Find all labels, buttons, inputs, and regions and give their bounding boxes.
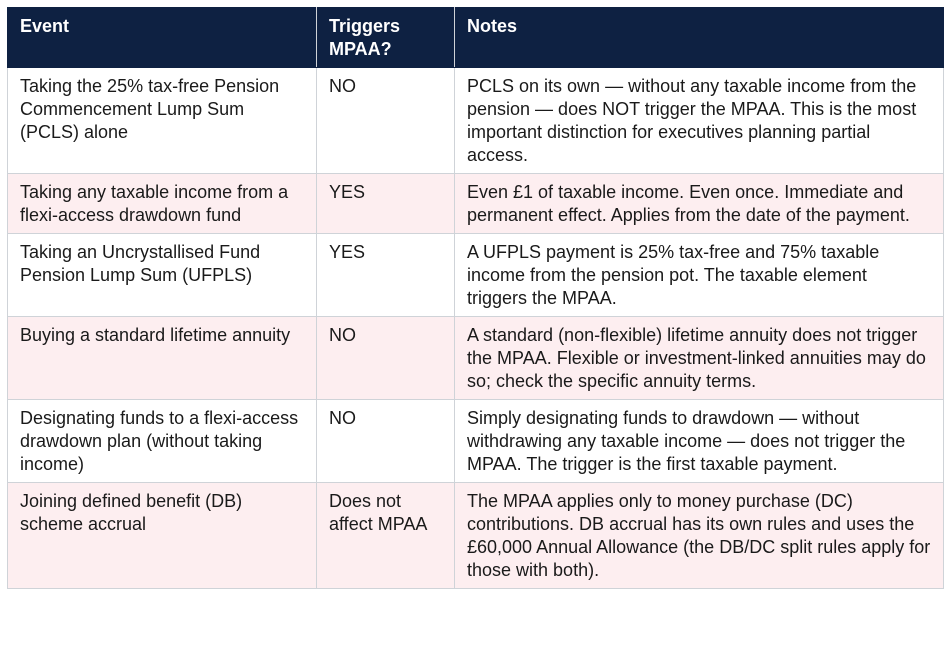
notes-cell: The MPAA applies only to money purchase (DC) contributions. DB accrual has its own rules and uses the £60,000 Annual Allowance (the DB/DC split rules apply for those with both).: [455, 483, 944, 589]
table-row: [8, 317, 944, 400]
triggers-cell: YES: [317, 234, 455, 317]
header-event: Event: [8, 8, 317, 68]
table-header: [8, 8, 944, 68]
table-body: [8, 68, 944, 589]
notes-cell: Simply designating funds to drawdown — without withdrawing any taxable income — does not trigger the MPAA. The trigger is the first taxable payment.: [455, 400, 944, 483]
header-row: [8, 8, 944, 68]
table-row: [8, 400, 944, 483]
triggers-cell: NO: [317, 400, 455, 483]
header-triggers-mpaa: Triggers MPAA?: [317, 8, 455, 68]
notes-cell: Even £1 of taxable income. Even once. Immediate and permanent effect. Applies from the date of the payment.: [455, 174, 944, 234]
event-cell: Taking any taxable income from a flexi-access drawdown fund: [8, 174, 317, 234]
triggers-cell: YES: [317, 174, 455, 234]
event-cell: Joining defined benefit (DB) scheme accrual: [8, 483, 317, 589]
table-row: [8, 234, 944, 317]
table-row: [8, 483, 944, 589]
notes-cell: A UFPLS payment is 25% tax-free and 75% taxable income from the pension pot. The taxable element triggers the MPAA.: [455, 234, 944, 317]
notes-cell: A standard (non-flexible) lifetime annuity does not trigger the MPAA. Flexible or investment-linked annuities may do so; check the specific annuity terms.: [455, 317, 944, 400]
table-row: [8, 68, 944, 174]
notes-cell: PCLS on its own — without any taxable income from the pension — does NOT trigger the MPAA. This is the most important distinction for executives planning partial access.: [455, 68, 944, 174]
mpaa-triggers-table: [7, 7, 944, 589]
event-cell: Designating funds to a flexi-access drawdown plan (without taking income): [8, 400, 317, 483]
event-cell: Taking the 25% tax-free Pension Commencement Lump Sum (PCLS) alone: [8, 68, 317, 174]
table-row: [8, 174, 944, 234]
triggers-cell: NO: [317, 68, 455, 174]
header-notes: Notes: [455, 8, 944, 68]
triggers-cell: NO: [317, 317, 455, 400]
triggers-cell: Does not affect MPAA: [317, 483, 455, 589]
event-cell: Taking an Uncrystallised Fund Pension Lump Sum (UFPLS): [8, 234, 317, 317]
event-cell: Buying a standard lifetime annuity: [8, 317, 317, 400]
